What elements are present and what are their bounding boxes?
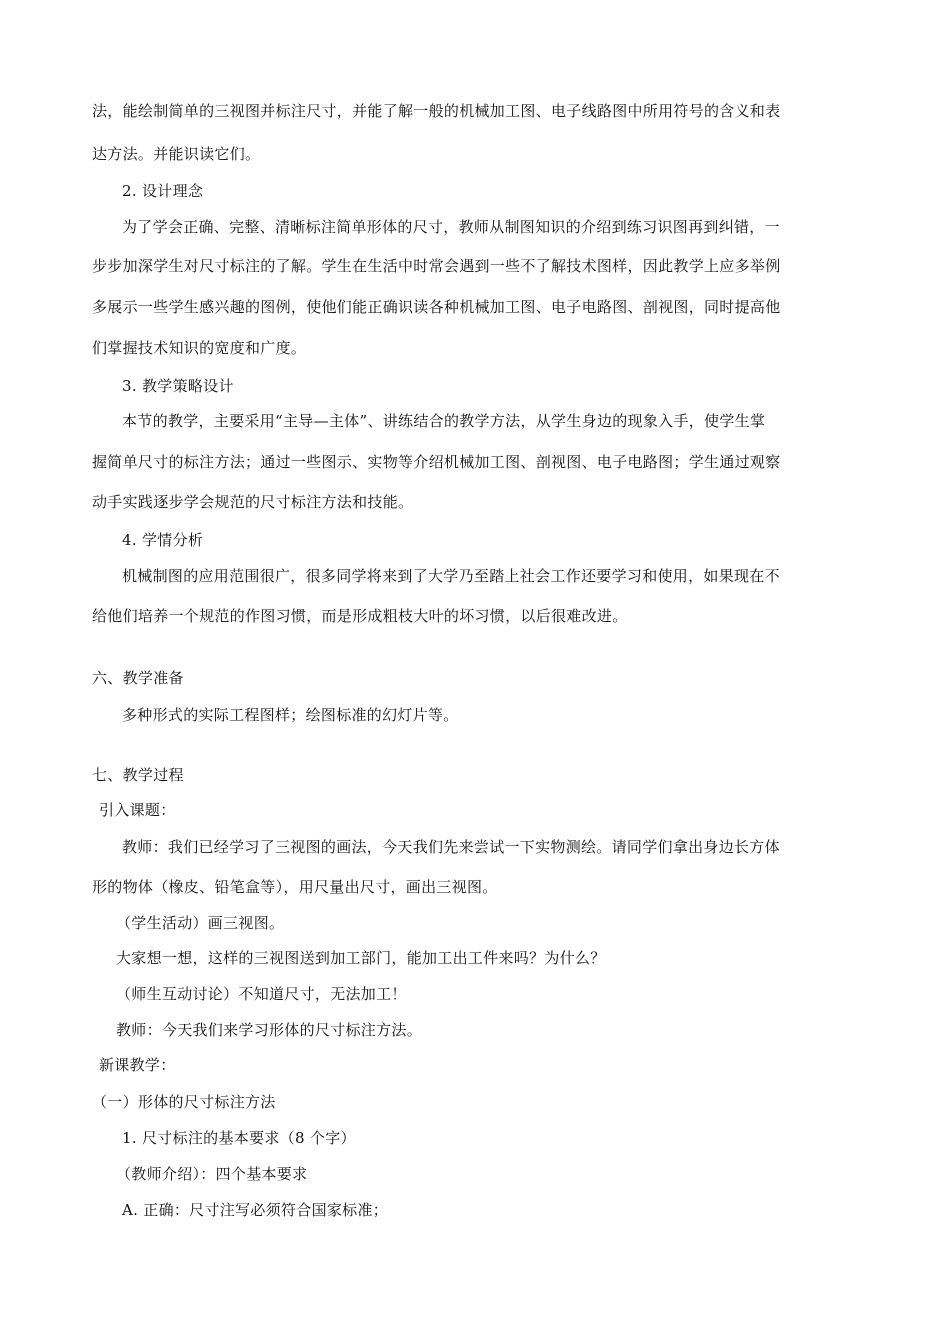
section-heading: 1. 尺寸标注的基本要求（8 个字） (122, 1129, 356, 1147)
paragraph-line: 们掌握技术知识的宽度和广度。 (92, 339, 307, 357)
paragraph-line: 步步加深学生对尺寸标注的了解。学生在生活中时常会遇到一些不了解技术图样，因此教学上应多举例 (92, 257, 781, 275)
section-heading: 六、教学准备 (92, 669, 184, 687)
paragraph-line: 大家想一想，这样的三视图送到加工部门，能加工出工件来吗？为什么？ (116, 949, 606, 967)
paragraph-line: 新课教学： (99, 1056, 176, 1074)
paragraph-line: 机械制图的应用范围很广，很多同学将来到了大学乃至踏上社会工作还要学习和使用，如果现在不 (122, 567, 780, 585)
section-heading: 2. 设计理念 (122, 182, 204, 200)
paragraph-line: （学生活动）画三视图。 (116, 914, 285, 932)
paragraph-line: 引入课题： (99, 801, 176, 819)
paragraph-line: 教师：今天我们来学习形体的尺寸标注方法。 (116, 1021, 423, 1039)
section-heading: （一）形体的尺寸标注方法 (92, 1093, 276, 1111)
paragraph-line: 多展示一些学生感兴趣的图例，使他们能正确识读各种机械加工图、电子电路图、剖视图，同时提高他 (92, 298, 781, 316)
paragraph-line: 达方法。并能识读它们。 (92, 145, 261, 163)
paragraph-line: 教师：我们已经学习了三视图的画法，今天我们先来尝试一下实物测绘。请同学们拿出身边长方体 (122, 838, 780, 856)
section-heading: 4. 学情分析 (122, 531, 204, 549)
paragraph-line: （师生互动讨论）不知道尺寸，无法加工！ (116, 985, 407, 1003)
paragraph-line: 多种形式的实际工程图样；绘图标准的幻灯片等。 (122, 706, 459, 724)
paragraph-line: 动手实践逐步学会规范的尺寸标注方法和技能。 (92, 493, 414, 511)
section-heading: 七、教学过程 (92, 766, 184, 784)
paragraph-line: （教师介绍）：四个基本要求 (116, 1165, 308, 1183)
section-heading: 3. 教学策略设计 (122, 377, 234, 395)
paragraph-line: 为了学会正确、完整、清晰标注简单形体的尺寸，教师从制图知识的介绍到练习识图再到纠错，一 (122, 218, 780, 236)
paragraph-line: 法，能绘制简单的三视图并标注尺寸，并能了解一般的机械加工图、电子线路图中所用符号的含义和表 (92, 102, 781, 120)
paragraph-line: 形的物体（橡皮、铅笔盒等），用尺量出尺寸，画出三视图。 (92, 878, 498, 896)
paragraph-line: A. 正确：尺寸注写必须符合国家标准； (122, 1201, 389, 1219)
paragraph-line: 给他们培养一个规范的作图习惯，而是形成粗枝大叶的坏习惯，以后很难改进。 (92, 607, 628, 625)
paragraph-line: 本节的教学，主要采用“主导—主体”、讲练结合的教学方法，从学生身边的现象入手，使学生掌 (122, 412, 766, 430)
paragraph-line: 握简单尺寸的标注方法；通过一些图示、实物等介绍机械加工图、剖视图、电子电路图；学生通过观察 (92, 453, 781, 471)
